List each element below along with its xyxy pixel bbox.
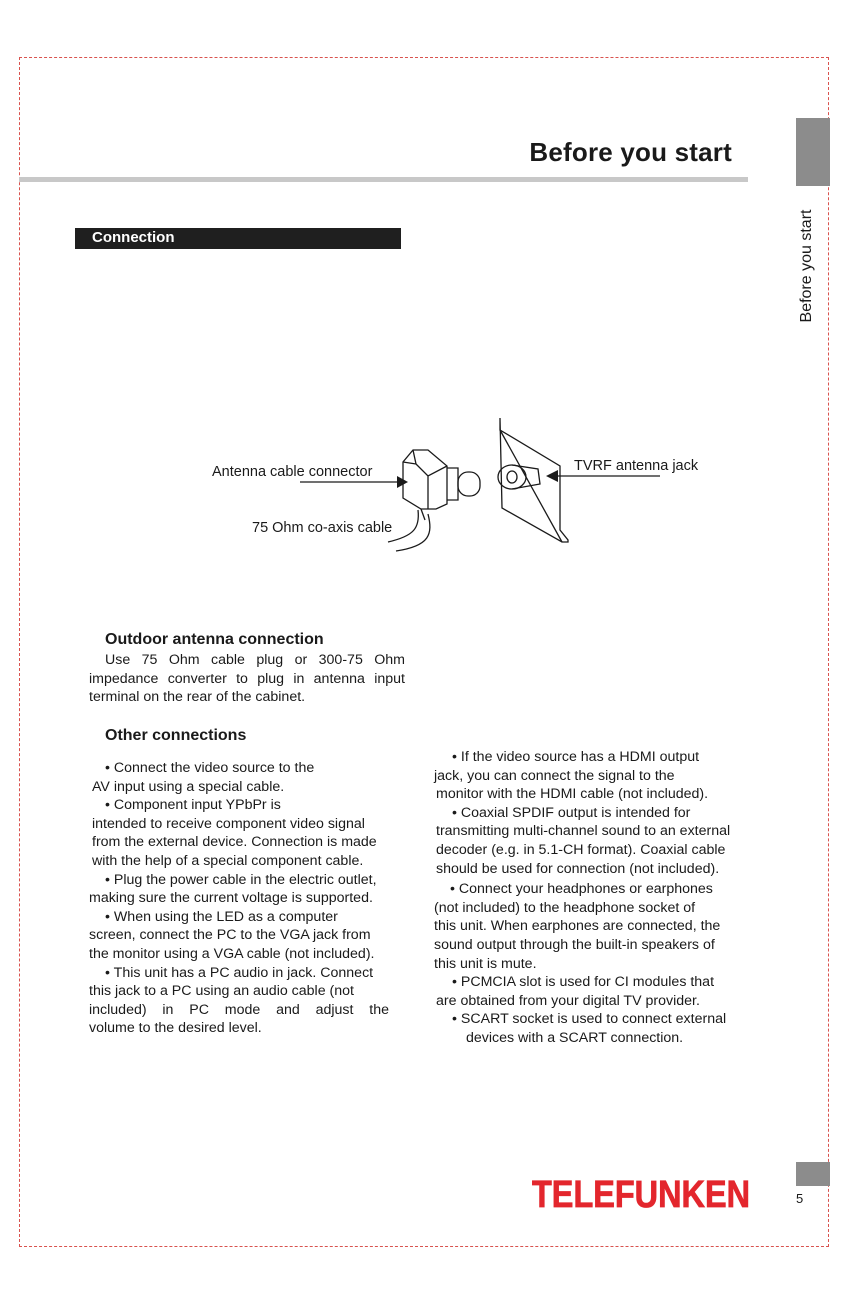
right-line: • Connect your headphones or earphones [450,881,713,898]
page-title: Before you start [529,137,732,167]
section-header [75,228,401,249]
right-line: this unit. When earphones are connected, the [434,918,721,935]
right-line: sound output through the built-in speakers of [434,936,715,953]
outdoor-line: Use 75 Ohm cable plug or 300-75 Ohm [105,652,405,668]
left-line: from the external device. Connection is made [92,834,377,851]
right-line: transmitting multi-channel sound to an external [436,823,731,840]
page-tab [796,1162,830,1186]
side-label [796,196,818,336]
telefunken-logo [531,1173,751,1216]
antenna-connector-drawing [403,450,480,520]
coax-cable-label: 75 Ohm co-axis cable [252,520,393,536]
brand-text: TELEFUNKEN [532,1174,750,1216]
right-line: • SCART socket is used to connect external [452,1011,727,1028]
left-line: • Connect the video source to the [105,760,315,776]
right-line: monitor with the HDMI cable (not included). [436,786,709,803]
right-line: are obtained from your digital TV provider. [436,992,700,1009]
other-heading: Other connections [105,727,247,744]
left-line: making sure the current voltage is supported. [89,890,373,907]
outdoor-heading: Outdoor antenna connection [105,631,324,648]
right-line: decoder (e.g. in 5.1-CH format). Coaxial cable [436,841,726,858]
side-label-text: Before you start [798,209,815,323]
left-line: • Plug the power cable in the electric outlet, [105,871,377,888]
section-label: Connection [92,229,175,246]
left-line: screen, connect the PC to the VGA jack from [89,927,371,944]
left-line: volume to the desired level. [89,1020,262,1037]
right-line: devices with a SCART connection. [466,1029,684,1046]
other-right-column [434,748,764,1048]
left-line: the monitor using a VGA cable (not included). [89,945,375,962]
outdoor-text [89,651,405,707]
antenna-connector-label: Antenna cable connector [212,464,373,480]
antenna-diagram [200,410,760,570]
left-line: with the help of a special component cable. [92,852,364,869]
right-line: • PCMCIA slot is used for CI modules that [452,974,715,991]
other-left-column [89,759,407,1038]
page-number: 5 [796,1191,804,1206]
left-line: AV input using a special cable. [92,778,285,795]
left-line: • When using the LED as a computer [105,908,338,925]
outdoor-line: impedance converter to plug in antenna input [89,670,405,687]
left-line: included) in PC mode and adjust the [89,1001,389,1018]
left-line: this jack to a PC using an audio cable (not [89,983,354,1000]
right-line: (not included) to the headphone socket of [434,899,696,916]
left-line: intended to receive component video signal [92,815,365,832]
left-line: • This unit has a PC audio in jack. Connect [105,964,374,981]
side-tab [796,118,830,186]
left-line: • Component input YPbPr is [105,797,281,814]
title-rule [19,177,748,182]
right-line: • If the video source has a HDMI output [452,749,700,765]
right-line: this unit is mute. [434,955,537,972]
right-line: • Coaxial SPDIF output is intended for [452,804,691,821]
outdoor-line: terminal on the rear of the cabinet. [89,689,306,706]
tvrf-jack-label: TVRF antenna jack [574,458,699,474]
right-line: should be used for connection (not included). [436,860,720,877]
right-line: jack, you can connect the signal to the [434,767,675,784]
